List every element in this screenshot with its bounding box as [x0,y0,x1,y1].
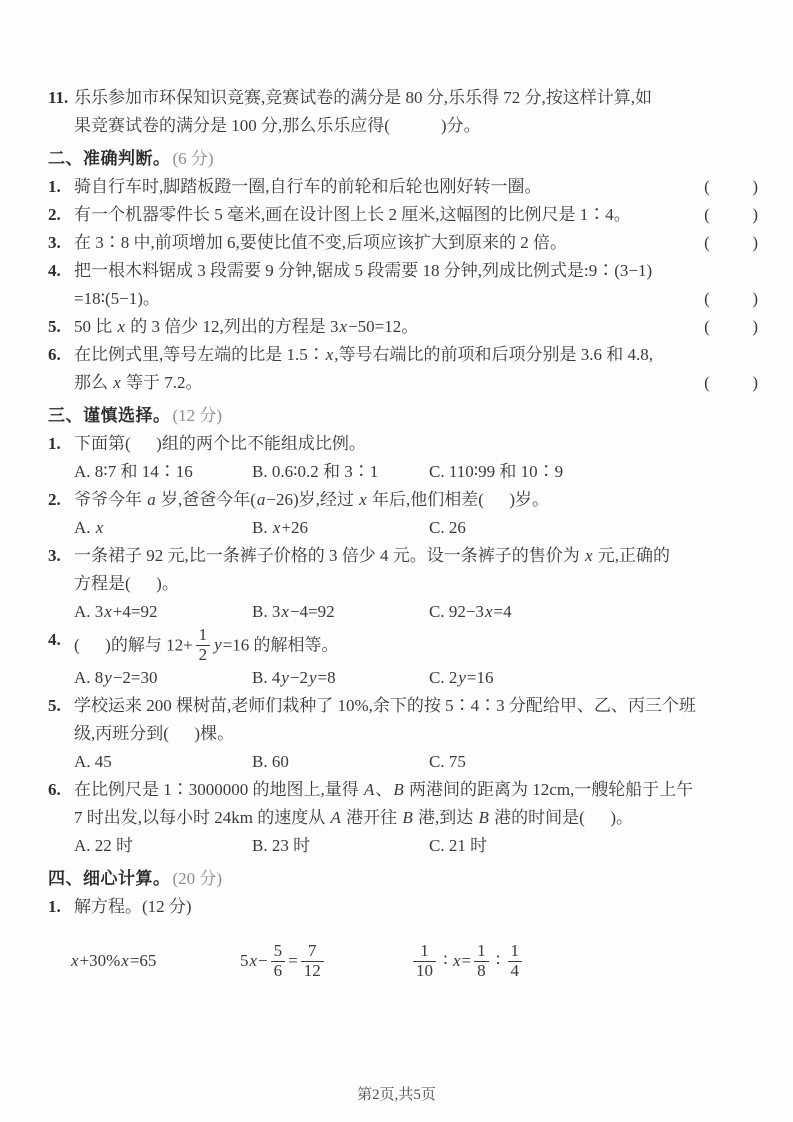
judgment-item-1-text [74,173,760,201]
choice-item-5 [48,692,760,776]
answer-bracket: ( ) [704,233,758,252]
judgment-item-1-statement: 骑自行车时,脚踏板蹬一圈,自行车的前轮和后轮也刚好转一圈。 [74,177,542,196]
calc-subsection-number: 1. [48,897,61,917]
option-a: A. 22 时 [74,836,134,856]
section-calc-title: 四、细心计算。 [48,869,171,889]
choice-item-3-number: 3. [48,546,61,565]
choice-item-4-options [74,664,760,692]
option-c: C. 26 [429,518,466,537]
option-b: B. 3x−4=92 [252,602,335,621]
judgment-item-6 [48,341,760,397]
choice-item-5-options [74,748,760,776]
option-b: B. 0.6∶0.2 和 3∶1 [252,462,379,481]
calc-subsection-label: 解方程。(12 分) [74,897,192,917]
question-11-line-2: 果竞赛试卷的满分是 100 分,那么乐乐应得( )分。 [74,116,481,135]
choice-item-6-stem-1: 在比例尺是 1∶3000000 的地图上,量得 A、B 两港间的距离为 12cm,一艘轮船于上午 [74,780,694,800]
calc-subsection [48,893,760,921]
judgment-item-4-line-1: 把一根木料锯成 3 段需要 9 分钟,锯成 5 段需要 18 分钟,列成比例式是:9∶(3−1) [74,261,653,280]
question-11 [48,84,760,140]
option-a: A. 8∶7 和 14∶16 [74,462,193,481]
option-c: C. 92−3x=4 [429,602,512,621]
option-b: B. 4y−2y=8 [252,668,336,688]
equation-1: x +30% x =65 [71,951,157,971]
option-a: A. 8y−2=30 [74,668,158,688]
equation-2: 5 x − $\frac{5}{6}$ = $\frac{7}{12}$ [240,942,410,980]
option-c: C. 2y=16 [429,668,494,688]
judgment-item-1 [48,173,760,201]
choice-item-6-number: 6. [48,780,61,800]
judgment-item-3 [48,229,760,257]
answer-bracket: ( ) [704,289,758,308]
judgment-item-2-number: 2. [48,205,61,224]
choice-item-4-number: 4. [48,630,61,649]
page-footer: 第2页,共5页 [357,1087,436,1103]
option-c: C. 75 [429,752,466,772]
equation-3: $\frac{1}{10}$ ∶ x = $\frac{1}{8}$ ∶ $\frac{1}{4}$ [410,942,525,980]
judgment-item-4-line-2 [74,285,760,313]
section-judgment-points: (6 分) [172,149,214,168]
judgment-item-4-number: 4. [48,261,61,280]
judgment-item-3-number: 3. [48,233,61,252]
choice-item-1-options [74,458,760,486]
choice-item-4-stem: ( )的解与 12+ $\frac{1}{2}$ y=16 的解相等。 [74,625,339,664]
section-calc-heading [48,865,760,893]
judgment-item-3-statement: 在 3∶8 中,前项增加 6,要使比值不变,后项应该扩大到原来的 2 倍。 [74,233,567,252]
option-a: A. x [74,518,104,537]
option-b: B. 60 [252,752,289,772]
choice-item-2-options [74,514,760,542]
option-b: B. x+26 [252,518,308,537]
choice-item-3-stem-2: 方程是( )。 [74,574,179,593]
choice-item-5-stem-1: 学校运来 200 棵树苗,老师们栽种了 10%,余下的按 5∶4∶3 分配给甲、乙、丙三个班 [74,696,696,716]
question-11-number: 11. [48,88,69,107]
option-b: B. 23 时 [252,836,311,856]
section-calc-points: (20 分) [172,869,223,889]
choice-item-1-number: 1. [48,434,61,453]
judgment-item-2 [48,201,760,229]
section-choice-title: 三、谨慎选择。 [48,406,171,425]
judgment-item-1-number: 1. [48,177,61,196]
choice-item-1-stem: 下面第( )组的两个比不能组成比例。 [74,434,366,453]
option-c: C. 110∶99 和 10∶9 [429,462,564,481]
choice-item-4 [48,626,760,692]
choice-item-6-stem-2: 7 时出发,以每小时 24km 的速度从 A 港开往 B 港,到达 B 港的时间是( )。 [74,808,633,828]
judgment-item-5-text [74,313,760,341]
answer-bracket: ( ) [704,205,758,224]
choice-item-3-options [74,598,760,626]
choice-item-3-stem-1: 一条裙子 92 元,比一条裤子价格的 3 倍少 4 元。设一条裤子的售价为 x 元,正确的 [74,546,671,565]
choice-item-2-stem: 爷爷今年 a 岁,爸爸今年(a−26)岁,经过 x 年后,他们相差( )岁。 [74,490,550,509]
choice-item-2-number: 2. [48,490,61,509]
answer-bracket: ( ) [704,317,758,336]
choice-item-2 [48,486,760,542]
section-choice-heading [48,402,760,430]
choice-item-1 [48,430,760,486]
judgment-item-6-line-1: 在比例式里,等号左端的比是 1.5∶x,等号右端比的前项和后项分别是 3.6 和 4.8, [74,345,654,364]
question-11-line-1: 乐乐参加市环保知识竞赛,竞赛试卷的满分是 80 分,乐乐得 72 分,按这样计算,如 [74,88,652,107]
judgment-item-6-number: 6. [48,345,61,364]
judgment-item-3-text [74,229,760,257]
judgment-item-5 [48,313,760,341]
judgment-item-4-statement: =18∶(5−1)。 [74,289,160,308]
option-a: A. 45 [74,752,112,772]
answer-bracket: ( ) [704,177,758,196]
question-11-body [74,84,760,140]
answer-bracket: ( ) [704,373,758,392]
judgment-item-5-number: 5. [48,317,61,336]
section-choice-points: (12 分) [172,406,223,425]
judgment-item-5-statement: 50 比 x 的 3 倍少 12,列出的方程是 3x−50=12。 [74,317,419,336]
equations-row [48,935,760,987]
section-judgment-heading [48,145,760,173]
option-c: C. 21 时 [429,836,488,856]
choice-item-6-options [74,832,760,860]
judgment-item-6-line-2 [74,369,760,397]
judgment-item-2-statement: 有一个机器零件长 5 毫米,画在设计图上长 2 厘米,这幅图的比例尺是 1∶4。 [74,205,631,224]
choice-item-5-number: 5. [48,696,61,716]
exam-content [48,84,760,1122]
choice-item-6 [48,776,760,860]
section-judgment-title: 二、准确判断。 [48,149,171,168]
option-a: A. 3x+4=92 [74,602,158,621]
judgment-item-4 [48,257,760,313]
judgment-item-6-statement: 那么 x 等于 7.2。 [74,373,203,392]
judgment-item-2-text [74,201,760,229]
choice-item-5-stem-2: 级,丙班分到( )棵。 [74,724,235,744]
choice-item-3 [48,542,760,626]
